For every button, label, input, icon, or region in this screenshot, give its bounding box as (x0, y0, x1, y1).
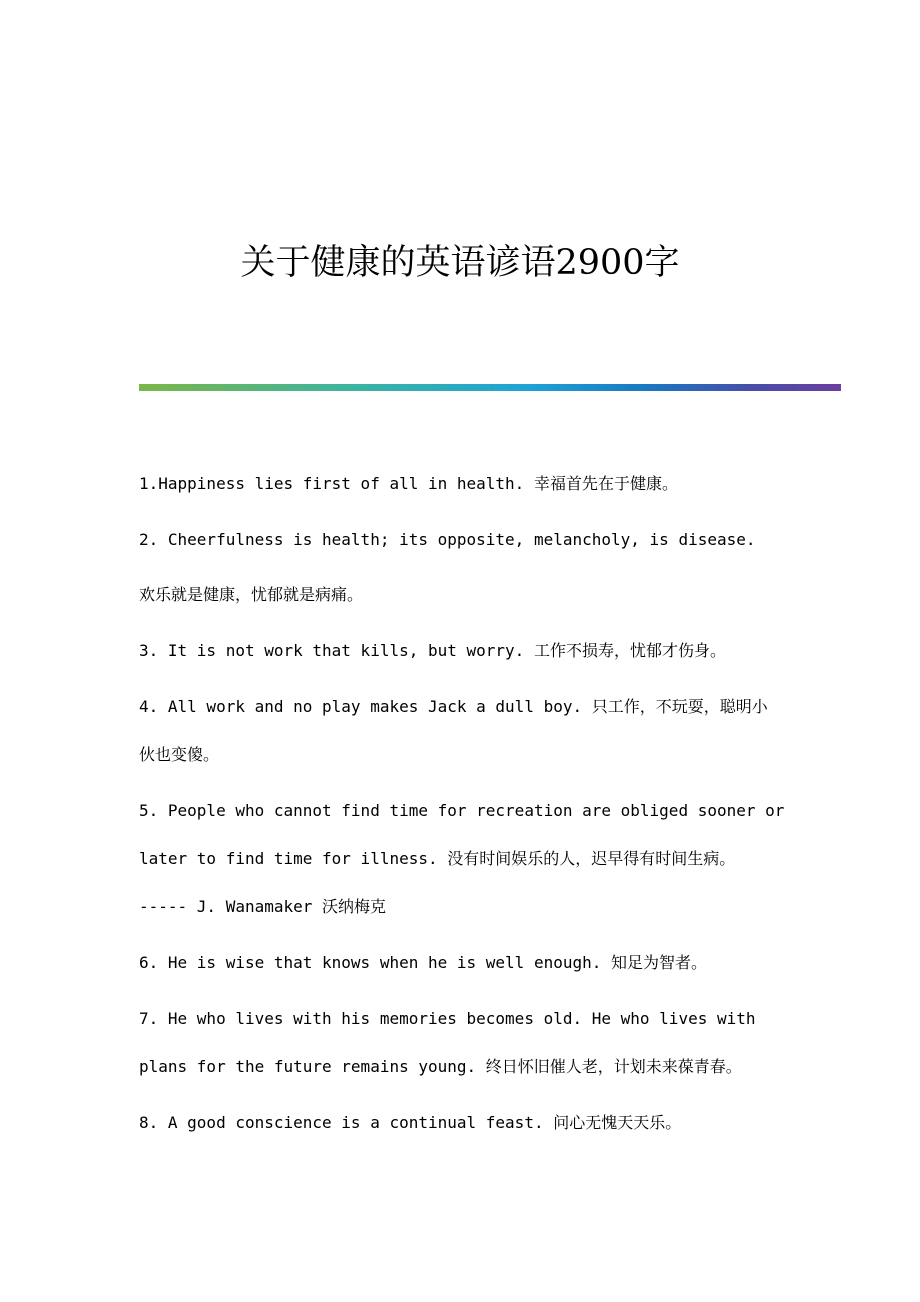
body-line-1: 1.Happiness lies first of all in health. 幸福首先在于健康。 (139, 474, 678, 493)
body-line-5: 4. All work and no play makes Jack a dull boy. 只工作，不玩耍，聪明小 (139, 697, 768, 716)
body-line-4: 3. It is not work that kills, but worry. 工作不损寿，忧郁才伤身。 (139, 641, 726, 660)
body-line-11: 7. He who lives with his memories becomes old. He who lives with (139, 1009, 756, 1028)
body-line-8: later to find time for illness. 没有时间娱乐的人，迟早得有时间生病。 (139, 849, 736, 868)
body-line-6: 伙也变傻。 (139, 745, 220, 764)
body-line-13: 8. A good conscience is a continual feast. 问心无愧天天乐。 (139, 1113, 682, 1132)
body-line-12: plans for the future remains young. 终日怀旧催人老，计划未来葆青春。 (139, 1057, 742, 1076)
body-line-10: 6. He is wise that knows when he is well enough. 知足为智者。 (139, 953, 708, 972)
body-line-2: 2. Cheerfulness is health; its opposite, melancholy, is disease. (139, 530, 756, 549)
body-line-3: 欢乐就是健康，忧郁就是病痛。 (139, 585, 364, 604)
body-line-9: ----- J. Wanamaker 沃纳梅克 (139, 897, 387, 916)
document-title: 关于健康的英语谚语2900字 (240, 243, 680, 284)
title-divider-rule (139, 384, 841, 391)
body-line-7: 5. People who cannot find time for recreation are obliged sooner or (139, 801, 785, 820)
